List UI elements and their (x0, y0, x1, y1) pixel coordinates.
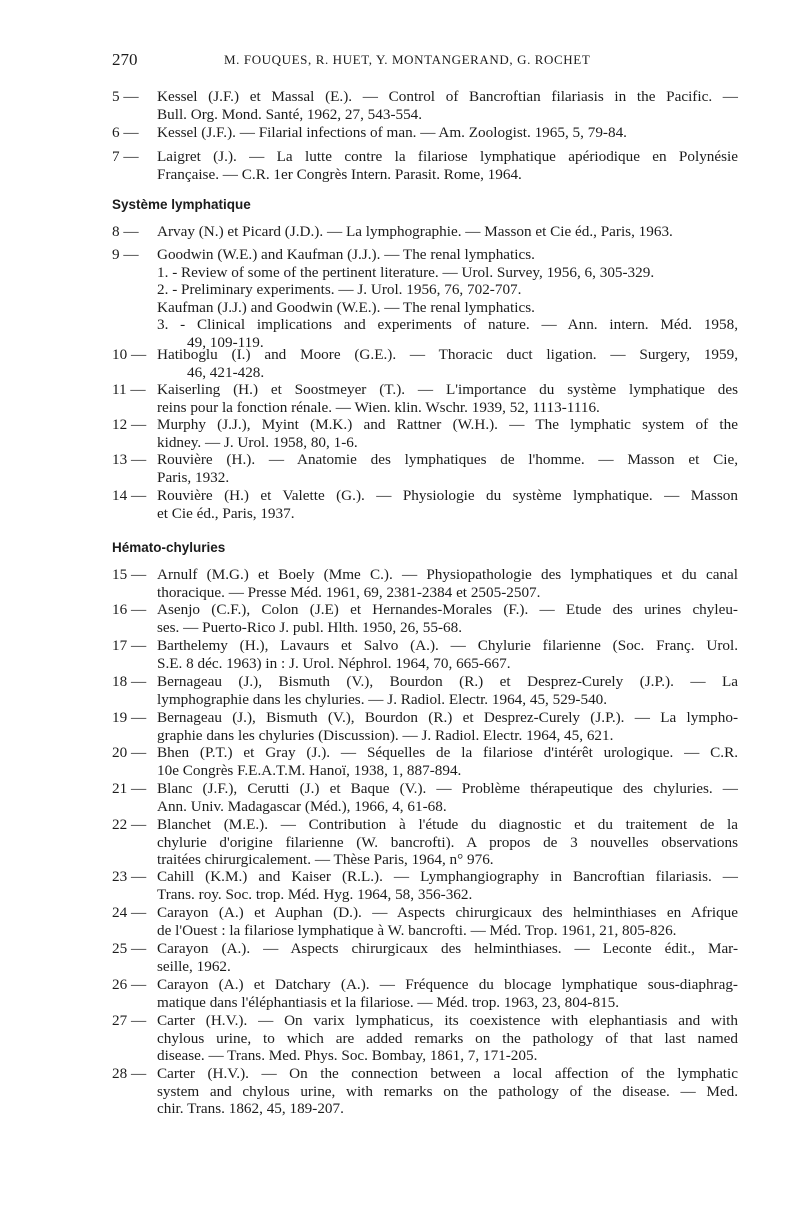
reference-5 (112, 88, 738, 123)
reference-20 (112, 744, 738, 779)
reference-text: Arvay (N.) et Picard (J.D.). — La lymphographie. — Masson et Cie éd., Paris, 1963. (157, 223, 673, 240)
reference-number: 16 — (112, 601, 147, 618)
reference-text: Kessel (J.F.). — Filarial infections of man. — Am. Zoologist. 1965, 5, 79-84. (157, 124, 627, 141)
reference-number: 19 — (112, 709, 147, 726)
reference-16 (112, 601, 738, 636)
reference-number: 10 — (112, 346, 147, 363)
reference-8 (112, 223, 738, 241)
reference-text: matique dans l'éléphantiasis et la filariose. — Méd. trop. 1963, 23, 804-815. (157, 993, 620, 1011)
section-heading: Système lymphatique (112, 197, 251, 212)
reference-text: Blanc (J.F.), Cerutti (J.) et Baque (V.). — Problème thérapeutique des chyluries. — (157, 780, 738, 797)
reference-text: Carter (H.V.). — On varix lymphaticus, its coexistence with elephantiasis and with (157, 1012, 738, 1029)
reference-text: thoracique. — Presse Méd. 1961, 69, 2381-2384 et 2505-2507. (157, 583, 541, 601)
reference-number: 7 — (112, 148, 139, 165)
reference-text: Rouvière (H.) et Valette (G.). — Physiologie du système lymphatique. — Masson (157, 487, 738, 504)
reference-text: Paris, 1932. (157, 468, 230, 486)
reference-number: 6 — (112, 124, 139, 141)
reference-text: Cahill (K.M.) and Kaiser (R.L.). — Lymphangiography in Bancroftian filariasis. — (157, 868, 738, 885)
reference-number: 15 — (112, 566, 147, 583)
reference-text: chir. Trans. 1862, 45, 189-207. (157, 1100, 344, 1117)
reference-number: 5 — (112, 88, 139, 105)
reference-number: 17 — (112, 637, 147, 654)
reference-text: et Cie éd., Paris, 1937. (157, 504, 295, 522)
reference-text: Murphy (J.J.), Myint (M.K.) and Rattner (W.H.). — The lymphatic system of the (157, 416, 738, 433)
reference-7 (112, 148, 738, 183)
reference-number: 12 — (112, 416, 147, 433)
reference-number: 22 — (112, 816, 147, 833)
reference-text: Arnulf (M.G.) et Boely (Mme C.). — Physiopathologie des lymphatiques et du canal (157, 566, 738, 583)
reference-text: Ann. Univ. Madagascar (Méd.), 1966, 4, 61-68. (157, 797, 447, 815)
reference-text: graphie dans les chyluries (Discussion). — J. Radiol. Electr. 1964, 45, 621. (157, 726, 614, 744)
reference-text: Carter (H.V.). — On the connection between a local affection of the lymphatic (157, 1065, 738, 1082)
reference-text: Trans. roy. Soc. trop. Méd. Hyg. 1964, 58, 356-362. (157, 885, 473, 903)
reference-text: Blanchet (M.E.). — Contribution à l'étude du diagnostic et du traitement de la (157, 816, 738, 833)
reference-12 (112, 416, 738, 451)
reference-text: Kaiserling (H.) et Soostmeyer (T.). — L'importance du système lymphatique des (157, 381, 738, 398)
reference-text: Rouvière (H.). — Anatomie des lymphatiques de l'homme. — Masson et Cie, (157, 451, 738, 468)
reference-text: 3. - Clinical implications and experiments of nature. — Ann. intern. Méd. 1958, (157, 316, 738, 333)
reference-21 (112, 780, 738, 815)
reference-number: 18 — (112, 673, 147, 690)
reference-27 (112, 1012, 738, 1065)
reference-text: 49, 109-119. (187, 333, 264, 351)
reference-text: Bernageau (J.), Bismuth (V.), Bourdon (R.) et Desprez-Curely (J.P.). — La lympho- (157, 709, 738, 726)
reference-13 (112, 451, 738, 486)
reference-14 (112, 487, 738, 522)
reference-number: 26 — (112, 976, 147, 993)
reference-text: Carayon (A.) et Auphan (D.). — Aspects chirurgicaux des helminthiases en Afrique (157, 904, 738, 921)
reference-text: 10e Congrès F.E.A.T.M. Hanoï, 1938, 1, 887-894. (157, 761, 462, 779)
reference-number: 21 — (112, 780, 147, 797)
reference-number: 14 — (112, 487, 147, 504)
reference-24 (112, 904, 738, 939)
reference-28 (112, 1065, 738, 1118)
page-header (112, 50, 738, 74)
running-head: M. FOUQUES, R. HUET, Y. MONTANGERAND, G. ROCHET (224, 52, 591, 67)
reference-text: Kessel (J.F.) et Massal (E.). — Control of Bancroftian filariasis in the Pacific. — (157, 88, 738, 105)
section-heading: Hémato-chyluries (112, 540, 226, 555)
reference-text: traitées chirurgicalement. — Thèse Paris, 1964, n° 976. (157, 851, 494, 868)
reference-text: chylous urine, to which are added remarks on the pathology of that last named (157, 1029, 738, 1047)
reference-text: lymphographie dans les chyluries. — J. Radiol. Electr. 1964, 45, 529-540. (157, 690, 608, 708)
reference-number: 27 — (112, 1012, 147, 1029)
reference-text: Française. — C.R. 1er Congrès Intern. Parasit. Rome, 1964. (157, 165, 522, 183)
reference-18 (112, 673, 738, 708)
reference-26 (112, 976, 738, 1011)
reference-22 (112, 816, 738, 869)
reference-number: 13 — (112, 451, 147, 468)
reference-23 (112, 868, 738, 903)
reference-number: 20 — (112, 744, 147, 761)
reference-number: 9 — (112, 246, 139, 263)
reference-number: 28 — (112, 1065, 147, 1082)
reference-number: 8 — (112, 223, 139, 240)
reference-text: Bernageau (J.), Bismuth (V.), Bourdon (R.) et Desprez-Curely (J.P.). — La (157, 673, 738, 690)
reference-text: ses. — Puerto-Rico J. publ. Hlth. 1950, 26, 55-68. (157, 618, 463, 636)
reference-number: 24 — (112, 904, 147, 921)
reference-text: Hatiboglu (I.) and Moore (G.E.). — Thoracic duct ligation. — Surgery, 1959, (157, 346, 738, 363)
reference-text: Asenjo (C.F.), Colon (J.E) et Hernandes-Morales (F.). — Etude des urines chyleu- (157, 601, 738, 618)
reference-15 (112, 566, 738, 601)
reference-17 (112, 637, 738, 672)
page-number: 270 (112, 50, 138, 69)
reference-text: disease. — Trans. Med. Phys. Soc. Bombay, 1861, 7, 171-205. (157, 1047, 538, 1064)
reference-text: de l'Ouest : la filariose lymphatique à W. bancrofti. — Méd. Trop. 1961, 21, 805-826. (157, 921, 677, 939)
reference-number: 25 — (112, 940, 147, 957)
reference-10 (112, 346, 738, 381)
reference-text: 1. - Review of some of the pertinent literature. — Urol. Survey, 1956, 6, 305-329. (157, 263, 655, 281)
reference-text: system and chylous urine, with remarks on the pathology of the disease. — Med. (157, 1082, 738, 1100)
reference-text: 46, 421-428. (187, 363, 265, 381)
reference-text: reins pour la fonction rénale. — Wien. klin. Wschr. 1939, 52, 1113-1116. (157, 398, 600, 416)
reference-text: chylurie d'origine filarienne (W. bancrofti). A propos de 3 nouvelles observations (157, 833, 738, 851)
reference-9 (112, 246, 738, 351)
reference-text: kidney. — J. Urol. 1958, 80, 1-6. (157, 433, 358, 451)
reference-text: Bhen (P.T.) et Gray (J.). — Séquelles de la filariose d'intérêt urologique. — C.R. (157, 744, 738, 761)
reference-text: Laigret (J.). — La lutte contre la filariose lymphatique apériodique en Polynésie (157, 148, 738, 165)
reference-text: Carayon (A.). — Aspects chirurgicaux des helminthiases. — Leconte édit., Mar- (157, 940, 738, 957)
reference-text: Carayon (A.) et Datchary (A.). — Fréquence du blocage lymphatique sous-diaphrag- (157, 976, 738, 993)
reference-number: 11 — (112, 381, 146, 398)
reference-text: S.E. 8 déc. 1963) in : J. Urol. Néphrol. 1964, 70, 665-667. (157, 654, 511, 672)
reference-text: 2. - Preliminary experiments. — J. Urol. 1956, 76, 702-707. (157, 281, 522, 298)
reference-11 (112, 381, 738, 416)
reference-text: Bull. Org. Mond. Santé, 1962, 27, 543-554. (157, 105, 423, 123)
reference-number: 23 — (112, 868, 147, 885)
reference-text: Goodwin (W.E.) and Kaufman (J.J.). — The renal lymphatics. (157, 246, 535, 263)
reference-6 (112, 124, 738, 142)
reference-19 (112, 709, 738, 744)
reference-text: seille, 1962. (157, 957, 231, 975)
reference-25 (112, 940, 738, 975)
reference-text: Kaufman (J.J.) and Goodwin (W.E.). — The renal lymphatics. (157, 298, 535, 316)
reference-text: Barthelemy (H.), Lavaurs et Salvo (A.). — Chylurie filarienne (Soc. Franç. Urol. (157, 637, 738, 654)
